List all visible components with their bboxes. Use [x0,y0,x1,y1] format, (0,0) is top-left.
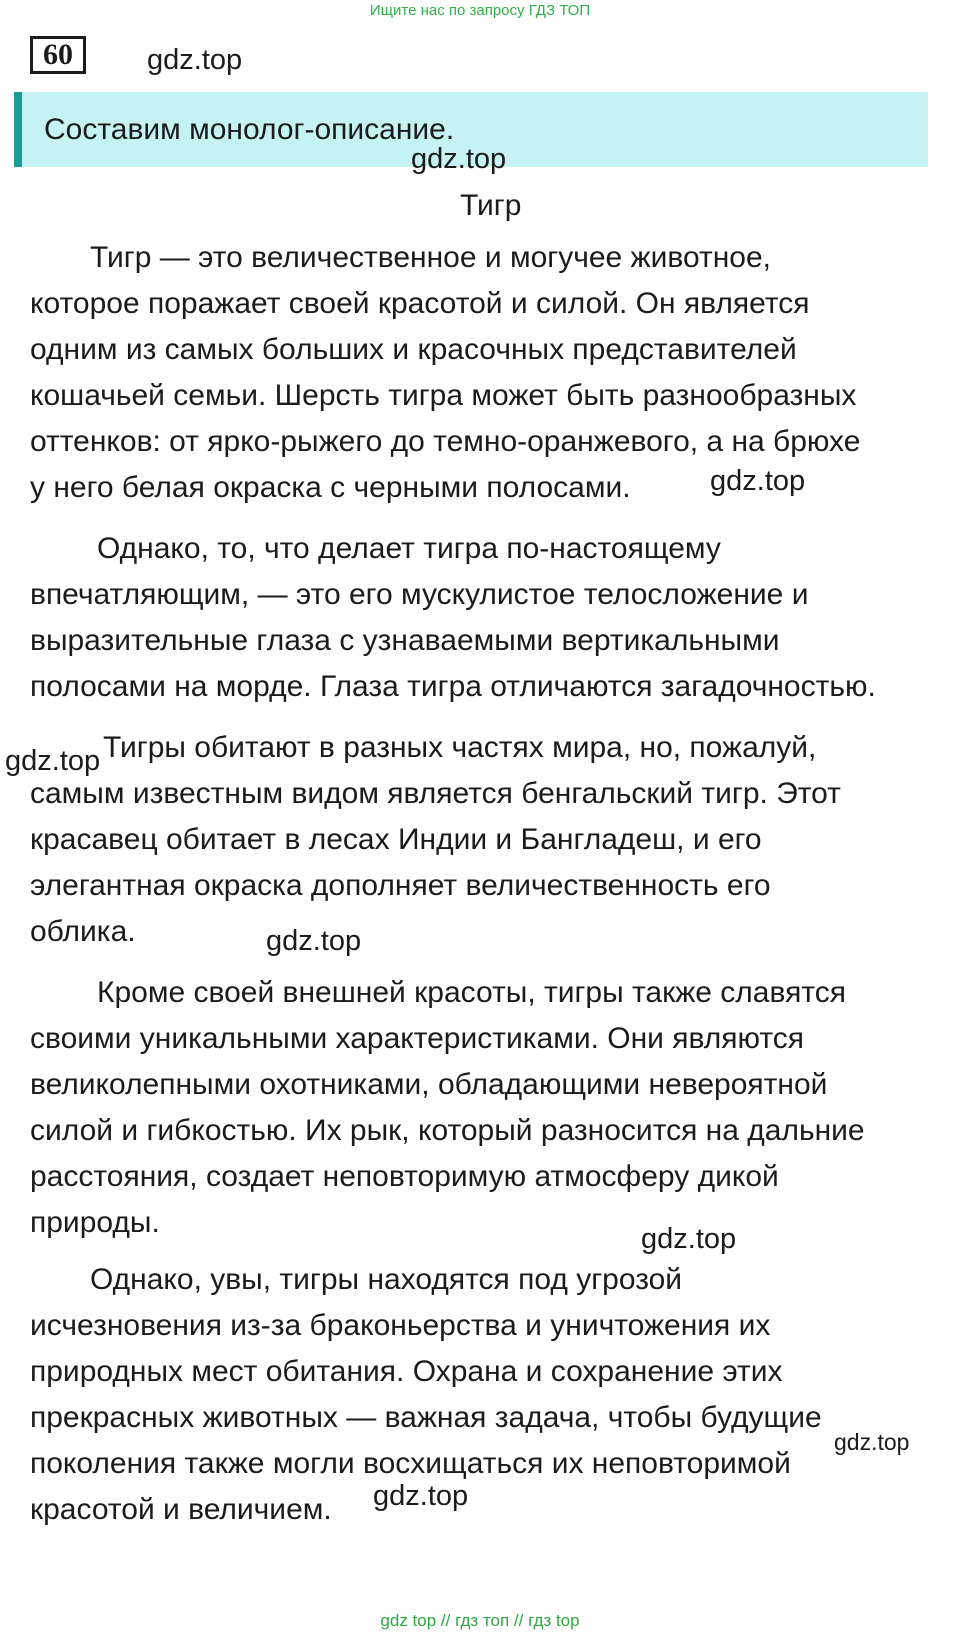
essay-title: Тигр [460,189,522,222]
watermark: gdz.top [147,44,243,76]
essay-line: поколения также могли восхищаться их неповторимой [30,1447,791,1480]
essay-line: расстояния, создает неповторимую атмосферу дикой [30,1160,779,1193]
essay-line: которое поражает своей красотой и силой. Он является [30,287,810,320]
essay-line: силой и гибкостью. Их рык, который разносится на дальние [30,1114,865,1147]
watermark: gdz.top [641,1223,737,1255]
watermark: gdz.top [834,1429,910,1455]
task-text: Составим монолог-описание. [44,113,455,146]
essay-line: прекрасных животных — важная задача, чтобы будущие [30,1401,822,1434]
essay-line: облика. [30,915,136,948]
essay-line: элегантная окраска дополняет величественность его [30,869,771,902]
top-banner: Ищите нас по запросу ГДЗ ТОП [369,2,591,19]
essay-line: полосами на морде. Глаза тигра отличаются загадочностью. [30,670,876,703]
essay-line: у него белая окраска с черными полосами. [30,471,631,504]
essay-line: великолепными охотниками, обладающими невероятной [30,1068,828,1101]
essay-line: красавец обитает в лесах Индии и Бангладеш, и его [30,823,762,856]
essay-line: исчезновения из-за браконьерства и уничтожения их [30,1309,771,1342]
essay-line: Тигры обитают в разных частях мира, но, пожалуй, [103,731,817,764]
watermark: gdz.top [411,143,507,175]
essay-line: кошачьей семьи. Шерсть тигра может быть разнообразных [30,379,857,412]
exercise-number: 60 [30,36,86,74]
essay-line: впечатляющим, — это его мускулистое телосложение и [30,578,809,611]
watermark: gdz.top [710,465,806,497]
watermark: gdz.top [373,1480,469,1512]
essay-line: Тигр — это величественное и могучее животное, [90,241,772,274]
essay-line: природы. [30,1206,160,1239]
watermark: gdz.top [266,925,362,957]
essay-line: Однако, увы, тигры находятся под угрозой [90,1263,683,1296]
essay-line: красотой и величием. [30,1493,332,1526]
essay-line: Однако, то, что делает тигра по-настоящему [97,532,721,565]
essay-line: природных мест обитания. Охрана и сохранение этих [30,1355,783,1388]
essay-line: Кроме своей внешней красоты, тигры также славятся [97,976,846,1009]
essay-line: выразительные глаза с узнаваемыми вертикальными [30,624,780,657]
essay-line: самым известным видом является бенгальский тигр. Этот [30,777,841,810]
essay-line: одним из самых больших и красочных представителей [30,333,797,366]
essay-line: оттенков: от ярко-рыжего до темно-оранжевого, а на брюхе [30,425,861,458]
essay-line: своими уникальными характеристиками. Они являются [30,1022,804,1055]
watermark: gdz.top [5,745,101,777]
footer: gdz top // гдз топ // гдз top [380,1611,580,1630]
